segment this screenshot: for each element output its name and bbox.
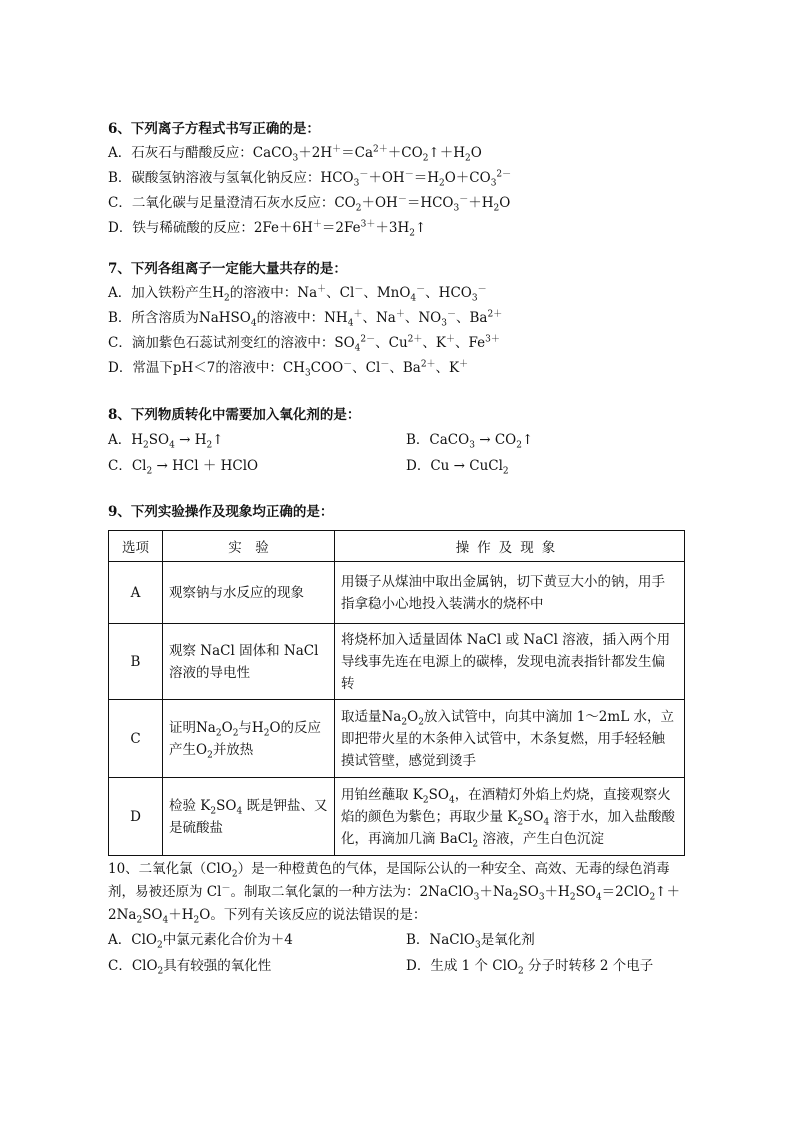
option-10d: D．生成 1 个 ClO$_2$ 分子时转移 2 个电子 bbox=[406, 958, 654, 977]
row-operation: 用铂丝蘸取 $K_2SO_4$，在酒精灯外焰上灼烧，直接观察火焰的颜色为紫色；再取少量 $K_2SO_4$ 溶于水，加入盐酸酸化，再滴加几滴 BaCl$_2$ 溶液，产生白色沉淀 bbox=[335, 778, 685, 856]
table-header-row bbox=[109, 531, 685, 562]
option-10c: C．ClO$_2$具有较强的氧化性 bbox=[108, 958, 272, 977]
row-experiment: 观察钠与水反应的现象 bbox=[163, 562, 335, 624]
question-8 bbox=[108, 403, 688, 479]
option-8a: A．$H_2SO_4$ → $H_2↑$ bbox=[108, 432, 224, 451]
experiment-table bbox=[108, 530, 685, 856]
question-stem: 6、下列离子方程式书写正确的是： bbox=[108, 121, 320, 137]
row-experiment: 证明$Na_2O_2$与$H_2O$的反应产生$O_2$并放热 bbox=[163, 700, 335, 778]
question-7 bbox=[108, 257, 688, 381]
row-experiment: 观察 NaCl 固体和 NaCl 溶液的导电性 bbox=[163, 624, 335, 700]
question-6 bbox=[108, 117, 688, 241]
question-stem: 10、二氧化氯（ClO$_2$）是一种橙黄色的气体，是国际公认的一种安全、高效、无毒的绿色消毒剂，易被还原为 Cl－。制取二氧化氯的一种方法为：$2NaClO_3+Na_2SO_3+H_2SO_4=2ClO_2↑+2Na_2SO_4+H_2O$。下列有关该反应的说法错误的是： bbox=[108, 861, 680, 926]
row-experiment: 检验 $K_2SO_4$ 既是钾盐、又是硫酸盐 bbox=[163, 778, 335, 856]
option-8c: C．$Cl_2$ → HCl ＋ HClO bbox=[108, 458, 259, 477]
question-stem: 9、下列实验操作及现象均正确的是： bbox=[108, 504, 334, 520]
options-row bbox=[108, 953, 688, 979]
row-key: B bbox=[109, 624, 163, 700]
row-key: C bbox=[109, 700, 163, 778]
option-10a: A．ClO$_2$中氯元素化合价为＋4 bbox=[108, 932, 293, 951]
row-operation: 取适量$Na_2O_2$放入试管中，向其中滴加 1～2mL 水，立即把带火星的木条伸入试管中，木条复燃，用手轻轻触摸试管壁，感觉到烫手 bbox=[335, 700, 685, 778]
header-experiment: 实 验 bbox=[163, 531, 335, 562]
question-9 bbox=[108, 500, 688, 524]
question-10 bbox=[108, 858, 688, 979]
option-7c: C．滴加紫色石蕊试剂变红的溶液中：$SO_4^{2-}$、$Cu^{2+}$、K＋、$Fe^{3+}$ bbox=[108, 334, 500, 354]
header-option: 选项 bbox=[109, 531, 163, 562]
option-8d: D．Cu → CuCl$_2$ bbox=[406, 458, 509, 477]
option-8b: B．CaCO$_3$ → $CO_2↑$ bbox=[406, 432, 534, 451]
row-operation: 用镊子从煤油中取出金属钠，切下黄豆大小的钠，用手指拿稳小心地投入装满水的烧杯中 bbox=[335, 562, 685, 624]
options-row bbox=[108, 427, 688, 453]
option-7d: D．常温下pH＜7的溶液中：$CH_3COO^-$、Cl－、$Ba^{2+}$、K＋ bbox=[108, 359, 469, 379]
row-operation: 将烧杯加入适量固体 NaCl 或 NaCl 溶液，插入两个用导线事先连在电源上的碳棒，发现电流表指针都发生偏转 bbox=[335, 624, 685, 700]
option-6a: A．石灰石与醋酸反应：$CaCO_3+2H^+=Ca^{2+}+CO_2↑+H_2O$ bbox=[108, 144, 482, 164]
question-stem: 7、下列各组离子一定能大量共存的是： bbox=[108, 261, 347, 277]
option-7a: A．加入铁粉产生$H_2$的溶液中：Na＋、Cl－、MnO$_4$－、$HCO_3^-$ bbox=[108, 284, 487, 304]
option-10b: B．NaClO$_3$是氧化剂 bbox=[406, 932, 535, 951]
row-key: D bbox=[109, 778, 163, 856]
header-operation: 操作及现象 bbox=[335, 531, 685, 562]
row-key: A bbox=[109, 562, 163, 624]
option-6c: C．二氧化碳与足量澄清石灰水反应：$CO_2+OH^-=HCO_3^-+H_2O$ bbox=[108, 194, 511, 214]
table-row bbox=[109, 700, 685, 778]
question-stem: 8、下列物质转化中需要加入氧化剂的是： bbox=[108, 407, 361, 423]
options-row bbox=[108, 927, 688, 953]
table-row bbox=[109, 562, 685, 624]
options-row bbox=[108, 453, 688, 479]
option-6d: D．铁与稀硫酸的反应：$2Fe+6H^+=2Fe^{3+}+3H_2↑$ bbox=[108, 219, 427, 239]
table-row bbox=[109, 778, 685, 856]
table-row bbox=[109, 624, 685, 700]
option-7b: B．所含溶质为NaHSO$_4$的溶液中：$NH_4^+$、Na＋、$NO_3^-$、$Ba^{2+}$ bbox=[108, 309, 503, 329]
option-6b: B．碳酸氢钠溶液与氢氧化钠反应：$HCO_3^-+OH^-=H_2O+CO_3^{2-}$ bbox=[108, 169, 512, 189]
